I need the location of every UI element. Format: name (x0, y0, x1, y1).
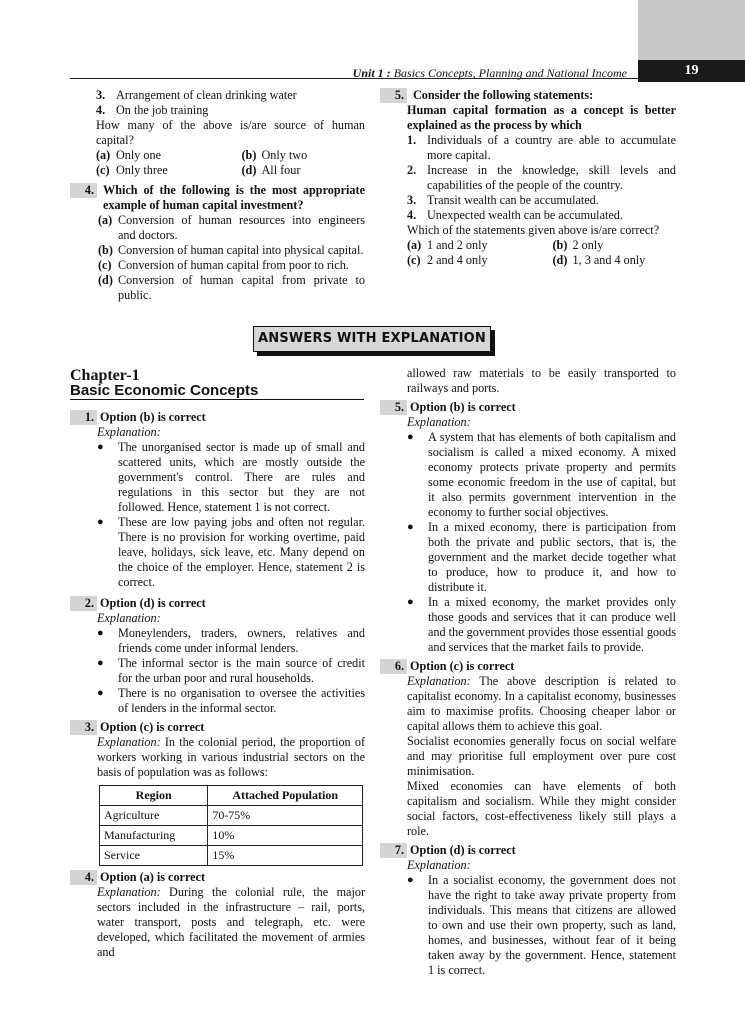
bullet-item: ● The informal sector is the main source of credit for the urban poor and rural households. (97, 656, 365, 685)
table-header: Region (100, 786, 208, 806)
options-row: (a) 1 and 2 only (b) 2 only (407, 238, 604, 252)
bullet-item: ● In a mixed economy, there is participation from both the private and public sectors, that is, the government and the market decide together what to produce, how to produce it, and how to distribute it. (407, 520, 676, 594)
page-number: 19 (638, 60, 745, 82)
chapter-title: Basic Economic Concepts (70, 383, 364, 400)
answer-number: 2. (70, 596, 97, 611)
answer-number: 6. (380, 659, 407, 674)
answers-right-column (380, 366, 676, 978)
answer-title: Option (d) is correct (410, 843, 516, 857)
list-item: 3. Arrangement of clean drinking water (96, 88, 297, 102)
population-table (99, 785, 363, 866)
answer-title: Option (b) is correct (410, 400, 516, 414)
answer-number: 3. (70, 720, 97, 735)
question-text: How many of the above is/are source of human capital? (96, 118, 365, 147)
chapter-label: Chapter-1 (70, 367, 140, 384)
bullet-item: ● A system that has elements of both capitalism and socialism is called a mixed economy. A mixed economy protects private property and permits some economic freedom in the use of capital, but it also permits government intervention in the economy to further social objectives. (407, 430, 676, 519)
question-text: Consider the following statements: (413, 88, 594, 102)
explanation-text: Explanation: During the colonial rule, the major sectors included in the infrastructure – rail, ports, water transport, posts and telegraph, etc. were developed, which facilitated the movement of armies and (97, 885, 365, 959)
bullet-item: ● Moneylenders, traders, owners, relatives and friends come under informal lenders. (97, 626, 365, 655)
question-block-left (96, 88, 365, 178)
table-row: Agriculture 70-75% (100, 806, 363, 826)
header-rule (70, 78, 638, 79)
explanation-paragraph: Mixed economies can have elements of both capitalism and socialism. While they might consider social factors, cost-effectiveness likely still plays a role. (407, 779, 676, 838)
table-row: Service 15% (100, 846, 363, 866)
answer-title: Option (b) is correct (100, 410, 206, 424)
option: (a) Conversion of human resources into engineers and doctors. (98, 213, 365, 242)
list-item: 4. On the job training (96, 103, 209, 117)
statement: 4. Unexpected wealth can be accumulated. (407, 208, 623, 222)
bullet-item: ● In a socialist economy, the government does not have the right to take away private property from individuals. This means that citizens are allowed to own and use their own property, such as land, homes, and businesses, without fear of it being taken away by the government. Hence, statement 1 is correct. (407, 873, 676, 977)
answers-banner: ANSWERS WITH EXPLANATION (253, 326, 491, 352)
statement: 2. Increase in the knowledge, skill levels and capabilities of the people of the country. (407, 163, 676, 192)
options-row: (a) Only one (b) Only two (96, 148, 308, 162)
unit-title: Basics Concepts, Planning and National Income (393, 66, 627, 80)
option: (d) Conversion of human capital from private to public. (98, 273, 365, 302)
answers-left-column (70, 368, 365, 960)
bullet-item: ● The unorganised sector is made up of small and scattered units, which are mostly outside the government's control. There are rules and regulations in this sector but they are not followed. Hence, statement 1 is not correct. (97, 440, 365, 514)
answer-number: 5. (380, 400, 407, 415)
statement: 1. Individuals of a country are able to accumulate more capital. (407, 133, 676, 162)
question-text: Which of the following is the most appropriate example of human capital investment? (103, 183, 365, 212)
answer-number: 1. (70, 410, 97, 425)
option: (b) Conversion of human capital into physical capital. (98, 243, 364, 257)
answer-number: 7. (380, 843, 407, 858)
corner-tab (638, 0, 745, 60)
explanation-label: Explanation: (97, 425, 161, 439)
explanation-text: Explanation: In the colonial period, the proportion of workers working in various industrial sectors on the basis of population was as follows: (97, 735, 365, 779)
answer-title: Option (a) is correct (100, 870, 206, 884)
options-row: (c) 2 and 4 only (d) 1, 3 and 4 only (407, 253, 646, 267)
continued-text: allowed raw materials to be easily transported to railways and ports. (407, 366, 676, 395)
explanation-label: Explanation: (97, 611, 161, 625)
question-text: Which of the statements given above is/are correct? (407, 223, 660, 237)
question-stem: Human capital formation as a concept is better explained as the process by which (407, 103, 676, 132)
answer-title: Option (c) is correct (100, 720, 205, 734)
table-header: Attached Population (208, 786, 363, 806)
unit-label: Unit 1 : (352, 66, 391, 80)
bullet-item: ● There is no organisation to oversee the activities of lenders in the informal sector. (97, 686, 365, 715)
explanation-label: Explanation: (407, 858, 471, 872)
explanation-text: Explanation: The above description is related to capitalist economy. In a capitalist economy, businesses aim to maximise profits. Choosing cheaper labor or capital allows them to achieve this goal. (407, 674, 677, 733)
question-number: 5. (380, 88, 407, 103)
answer-number: 4. (70, 870, 97, 885)
options-row: (c) Only three (d) All four (96, 163, 301, 177)
option: (c) Conversion of human capital from poor to rich. (98, 258, 349, 272)
bullet-item: ● In a mixed economy, the market provides only those goods and services that it can produce well and the government provides those essential goods and services that the market fails to provide. (407, 595, 676, 654)
answer-title: Option (c) is correct (410, 659, 515, 673)
bullet-item: ● These are low paying jobs and often not regular. There is no provision for working overtime, paid leave, holidays, sick leave, etc. Many depend on the choice of the employer. Hence, statement 2 is correct. (97, 515, 365, 589)
question-number: 4. (70, 183, 97, 198)
question-4 (70, 180, 365, 303)
statement: 3. Transit wealth can be accumulated. (407, 193, 599, 207)
explanation-paragraph: Socialist economies generally focus on social welfare and may prioritise full employment over pure cost minimisation. (407, 734, 676, 778)
table-row: Manufacturing 10% (100, 826, 363, 846)
answer-title: Option (d) is correct (100, 596, 206, 610)
explanation-label: Explanation: (407, 415, 471, 429)
question-5 (380, 88, 676, 268)
